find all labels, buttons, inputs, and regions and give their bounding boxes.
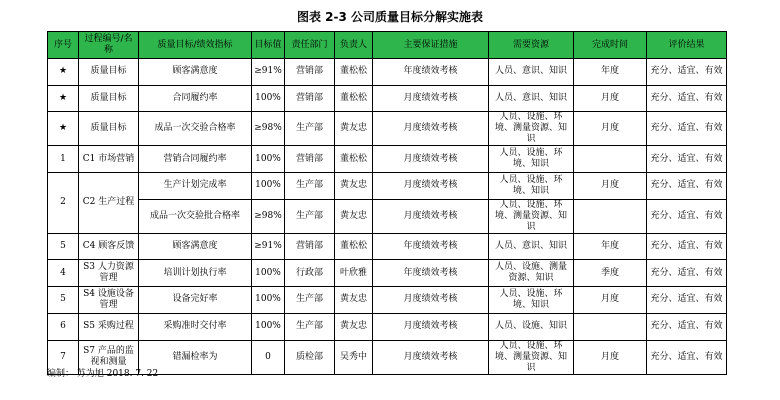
cell-resource: 人员、设施、测量资源、知识 — [489, 260, 574, 287]
header-cell: 质量目标/绩效指标 — [139, 32, 252, 59]
cell-dept: 生产部 — [285, 173, 335, 200]
table-row — [48, 59, 727, 86]
cell-eval: 充分、适宜、有效 — [647, 85, 727, 112]
cell-resource: 人员、设施、环境、知识 — [489, 173, 574, 200]
cell-owner: 黄友忠 — [335, 313, 373, 340]
cell-process: C1 市场营销 — [79, 146, 139, 173]
cell-owner: 吴秀中 — [335, 340, 373, 374]
cell-indicator: 营销合同履约率 — [139, 146, 252, 173]
cell-target: 100% — [252, 85, 285, 112]
header-cell: 完成时间 — [574, 32, 647, 59]
cell-time: 月度 — [574, 340, 647, 374]
table-title: 图表 2-3 公司质量目标分解实施表 — [296, 10, 484, 24]
header-cell: 负责人 — [335, 32, 373, 59]
cell-indicator: 采购准时交付率 — [139, 313, 252, 340]
cell-eval: 充分、适宜、有效 — [647, 340, 727, 374]
cell-no: ★ — [48, 112, 79, 146]
footer-author: 编制： 苏为旭 2018. 7. 22 — [47, 369, 159, 379]
cell-target: ≥91% — [252, 59, 285, 86]
cell-resource: 人员、设施、环境、测量资源、知识 — [489, 340, 574, 374]
header-cell: 序号 — [48, 32, 79, 59]
cell-no: 7 — [48, 340, 79, 374]
cell-no: 5 — [48, 287, 79, 314]
cell-indicator: 合同履约率 — [139, 85, 252, 112]
cell-time: 月度 — [574, 287, 647, 314]
cell-target: 100% — [252, 287, 285, 314]
cell-resource: 人员、意识、知识 — [489, 233, 574, 260]
cell-resource: 人员、设施、环境、知识 — [489, 287, 574, 314]
cell-dept: 生产部 — [285, 112, 335, 146]
cell-process: S7 产品的监视和测量 — [79, 340, 139, 374]
cell-eval: 充分、适宜、有效 — [647, 287, 727, 314]
cell-measure: 月度绩效考核 — [373, 85, 489, 112]
cell-no: ★ — [48, 85, 79, 112]
cell-process: 质量目标 — [79, 59, 139, 86]
cell-target: 0 — [252, 340, 285, 374]
table-row — [48, 146, 727, 173]
cell-time: 季度 — [574, 260, 647, 287]
cell-time: 月度 — [574, 112, 647, 146]
cell-indicator: 设备完好率 — [139, 287, 252, 314]
cell-indicator: 生产计划完成率 — [139, 173, 252, 200]
cell-process: S3 人力资源管理 — [79, 260, 139, 287]
cell-resource: 人员、设施、环境、知识 — [489, 146, 574, 173]
cell-eval: 充分、适宜、有效 — [647, 173, 727, 200]
cell-measure: 年度绩效考核 — [373, 233, 489, 260]
header-cell: 需要资源 — [489, 32, 574, 59]
cell-no: 2 — [48, 173, 79, 234]
cell-measure: 月度绩效考核 — [373, 112, 489, 146]
cell-dept: 生产部 — [285, 199, 335, 233]
cell-process: S4 设施设备管理 — [79, 287, 139, 314]
cell-resource: 人员、设施、环境、测量资源、知识 — [489, 112, 574, 146]
table-row — [48, 85, 727, 112]
table-row — [48, 112, 727, 146]
cell-resource: 人员、意识、知识 — [489, 59, 574, 86]
cell-dept: 营销部 — [285, 233, 335, 260]
cell-process: 质量目标 — [79, 112, 139, 146]
cell-no: 6 — [48, 313, 79, 340]
header-cell: 主要保证措施 — [373, 32, 489, 59]
cell-eval: 充分、适宜、有效 — [647, 112, 727, 146]
cell-dept: 质检部 — [285, 340, 335, 374]
cell-owner: 黄友忠 — [335, 112, 373, 146]
quality-target-table — [47, 31, 727, 375]
cell-owner: 董松松 — [335, 233, 373, 260]
cell-dept: 营销部 — [285, 59, 335, 86]
cell-measure: 月度绩效考核 — [373, 146, 489, 173]
cell-indicator: 顾客满意度 — [139, 233, 252, 260]
cell-target: 100% — [252, 173, 285, 200]
cell-eval: 充分、适宜、有效 — [647, 233, 727, 260]
cell-no: 1 — [48, 146, 79, 173]
cell-measure: 月度绩效考核 — [373, 340, 489, 374]
cell-eval: 充分、适宜、有效 — [647, 260, 727, 287]
cell-owner: 董松松 — [335, 59, 373, 86]
cell-owner: 董松松 — [335, 146, 373, 173]
cell-no: ★ — [48, 59, 79, 86]
cell-measure: 月度绩效考核 — [373, 199, 489, 233]
cell-time: 月度 — [574, 173, 647, 200]
header-cell: 责任部门 — [285, 32, 335, 59]
cell-measure: 年度绩效考核 — [373, 260, 489, 287]
cell-time: 年度 — [574, 233, 647, 260]
cell-measure: 年度绩效考核 — [373, 59, 489, 86]
table-row — [48, 260, 727, 287]
cell-process: C4 顾客反馈 — [79, 233, 139, 260]
header-cell: 评价结果 — [647, 32, 727, 59]
cell-target: ≥98% — [252, 199, 285, 233]
cell-eval: 充分、适宜、有效 — [647, 146, 727, 173]
cell-measure: 月度绩效考核 — [373, 173, 489, 200]
cell-process: S5 采购过程 — [79, 313, 139, 340]
cell-dept: 生产部 — [285, 287, 335, 314]
cell-eval: 充分、适宜、有效 — [647, 59, 727, 86]
cell-no: 4 — [48, 260, 79, 287]
cell-owner: 黄友忠 — [335, 173, 373, 200]
cell-target: ≥91% — [252, 233, 285, 260]
cell-process: 质量目标 — [79, 85, 139, 112]
cell-owner: 叶欣雅 — [335, 260, 373, 287]
header-cell: 过程编号/名称 — [79, 32, 139, 59]
cell-measure: 月度绩效考核 — [373, 287, 489, 314]
cell-target: 100% — [252, 260, 285, 287]
cell-target: ≥98% — [252, 112, 285, 146]
table-row — [48, 173, 727, 200]
cell-dept: 行政部 — [285, 260, 335, 287]
cell-owner: 黄友忠 — [335, 199, 373, 233]
cell-process: C2 生产过程 — [79, 173, 139, 234]
header-cell: 目标值 — [252, 32, 285, 59]
cell-indicator: 成品一次交验合格率 — [139, 112, 252, 146]
cell-owner: 董松松 — [335, 85, 373, 112]
cell-resource: 人员、设施、环境、测量资源、知识 — [489, 199, 574, 233]
cell-indicator: 培训计划执行率 — [139, 260, 252, 287]
cell-indicator: 成品一次交验批合格率 — [139, 199, 252, 233]
cell-time: 年度 — [574, 59, 647, 86]
header-row — [48, 32, 727, 59]
cell-resource: 人员、意识、知识 — [489, 85, 574, 112]
cell-measure: 月度绩效考核 — [373, 313, 489, 340]
table-row — [48, 233, 727, 260]
table-row — [48, 313, 727, 340]
cell-time — [574, 199, 647, 233]
cell-eval: 充分、适宜、有效 — [647, 199, 727, 233]
cell-time: 月度 — [574, 85, 647, 112]
cell-eval: 充分、适宜、有效 — [647, 313, 727, 340]
cell-dept: 营销部 — [285, 146, 335, 173]
cell-indicator: 顾客满意度 — [139, 59, 252, 86]
cell-time — [574, 146, 647, 173]
cell-target: 100% — [252, 146, 285, 173]
cell-time — [574, 313, 647, 340]
cell-owner: 黄友忠 — [335, 287, 373, 314]
table-row — [48, 199, 727, 233]
cell-resource: 人员、设施、知识 — [489, 313, 574, 340]
cell-dept: 生产部 — [285, 313, 335, 340]
cell-target: 100% — [252, 313, 285, 340]
cell-indicator: 错漏检率为 — [139, 340, 252, 374]
table-row — [48, 287, 727, 314]
cell-dept: 营销部 — [285, 85, 335, 112]
cell-no: 5 — [48, 233, 79, 260]
